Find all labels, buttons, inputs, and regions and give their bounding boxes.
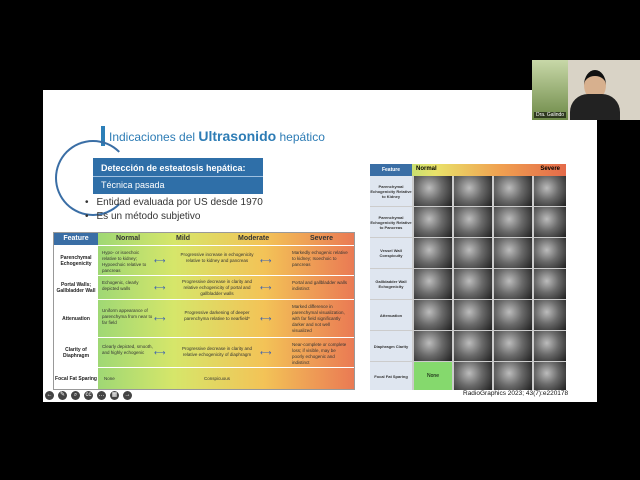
ultrasound-image <box>454 238 492 268</box>
grid-row-label: Diaphragm Clarity <box>370 331 412 361</box>
row-middle: Progressive decrease in clarity and relative echogenicity of diaphragm <box>181 346 253 357</box>
row-normal: Uniform appearance of parenchyma from near to far field <box>102 308 153 325</box>
presenter-name: Dra. Galindo <box>536 112 565 118</box>
ultrasound-image <box>534 176 566 206</box>
double-arrow-icon: ⟷ <box>154 256 166 265</box>
row-severe: Marked difference in parenchymal visualization, with far field significantly darker and not well visualized <box>292 304 345 333</box>
header-feature: Feature <box>54 233 98 245</box>
double-arrow-icon: ⟷ <box>154 314 166 323</box>
presenter-avatar <box>570 68 620 120</box>
table-row <box>54 299 354 338</box>
ultrasound-image <box>454 300 492 330</box>
grid-header-severe: Severe <box>540 166 560 172</box>
ultrasound-image <box>414 207 452 237</box>
header-moderate: Moderate <box>238 235 270 242</box>
slide-title <box>109 128 325 144</box>
ultrasound-image <box>494 269 532 299</box>
row-middle: Conspicuous <box>204 376 231 381</box>
presentation-slide <box>43 90 597 402</box>
more-icon[interactable]: … <box>98 392 105 398</box>
bullet-list <box>85 196 263 224</box>
double-arrow-icon: ⟷ <box>154 348 166 357</box>
row-feature: Clarity of Diaphragm <box>54 338 98 368</box>
box-divider <box>93 176 263 177</box>
row-middle: Progressive darkening of deeper parenchyma relative to nearfield* <box>184 310 250 321</box>
ultrasound-grid <box>370 164 566 390</box>
ultrasound-image <box>454 207 492 237</box>
zoom-icon[interactable]: ⌕ <box>71 391 80 400</box>
ultrasound-image <box>494 331 532 361</box>
grid-row-label: Gallbladder Wall Echogenicity <box>370 269 412 299</box>
row-severe: Portal and gallbladder walls indistinct <box>292 280 348 291</box>
presenter-video <box>532 60 640 120</box>
ultrasound-image <box>494 207 532 237</box>
background-plant <box>532 60 568 120</box>
grid-header-normal: Normal <box>416 166 437 172</box>
title-suffix: hepático <box>276 130 325 144</box>
double-arrow-icon: ⟷ <box>260 348 272 357</box>
ultrasound-image <box>414 176 452 206</box>
ultrasound-image <box>494 238 532 268</box>
grid-row-label: Attenuation <box>370 300 412 330</box>
ultrasound-image <box>414 238 452 268</box>
header-normal: Normal <box>116 235 141 242</box>
grid-header-feature: Feature <box>370 164 412 176</box>
highlight-box <box>93 158 263 194</box>
bullet-item: • Entidad evaluada por US desde 1970 <box>85 196 263 210</box>
ultrasound-image <box>534 207 566 237</box>
header-mild: Mild <box>176 235 190 242</box>
grid-row-label: Vessel Wall Conspicuity <box>370 238 412 268</box>
cc-icon[interactable]: cc <box>85 392 92 398</box>
citation: RadioGraphics 2023; 43(7):e220178 <box>463 390 569 397</box>
grid-header <box>370 164 566 176</box>
double-arrow-icon: ⟷ <box>260 256 272 265</box>
ultrasound-image <box>414 331 452 361</box>
grid-icon[interactable]: ▦ <box>111 392 118 398</box>
row-severe: Markedly echogenic relative to kidney; Isoechoic to pancreas <box>292 250 348 267</box>
ultrasound-image <box>534 362 566 390</box>
row-feature: Focal Fat Sparing <box>54 368 98 389</box>
row-normal: Echogenic, clearly depicted walls <box>102 280 139 291</box>
header-severe: Severe <box>310 235 333 242</box>
double-arrow-icon: ⟷ <box>154 283 166 292</box>
double-arrow-icon: ⟷ <box>260 283 272 292</box>
title-bold: Ultrasonido <box>198 128 277 144</box>
ultrasound-image <box>454 331 492 361</box>
table-row <box>54 367 354 389</box>
ultrasound-image <box>494 176 532 206</box>
grid-row-label: Focal Fat Sparing <box>370 362 412 390</box>
row-normal: Clearly depicted, smooth, and highly echogenic <box>102 344 153 355</box>
ultrasound-image <box>494 362 532 390</box>
steatosis-table <box>53 232 355 390</box>
grid-row-label: Parenchymal Echogenicity Relative to Kidney <box>370 176 412 206</box>
grid-row-label: Parenchymal Echogenicity Relative to Pancreas <box>370 207 412 237</box>
back-icon[interactable]: ← <box>46 392 53 398</box>
forward-icon[interactable]: → <box>124 392 131 398</box>
ultrasound-image <box>534 300 566 330</box>
ultrasound-image <box>494 300 532 330</box>
row-severe: Near-complete or complete loss; if visible, may be poorly echogenic and indistinct <box>292 342 347 365</box>
ultrasound-image <box>414 269 452 299</box>
ultrasound-image <box>454 269 492 299</box>
row-middle: Progressive decrease in clarity and relative echogenicity of portal and gallbladder walls <box>181 279 253 296</box>
ultrasound-image <box>534 331 566 361</box>
table-row <box>54 245 354 276</box>
row-normal: None <box>104 376 115 381</box>
title-prefix: Indicaciones del <box>109 130 199 144</box>
row-feature: Portal Walls; Gallbladder Wall <box>54 276 98 300</box>
box-heading: Detección de esteatosis hepática: <box>101 163 246 173</box>
pen-icon[interactable]: ✎ <box>59 392 66 398</box>
none-cell: None <box>414 362 452 390</box>
table-row <box>54 337 354 368</box>
table-row <box>54 275 354 300</box>
box-subheading: Técnica pasada <box>101 180 165 190</box>
ultrasound-image <box>454 176 492 206</box>
row-feature: Parenchymal Echogenicity <box>54 246 98 276</box>
row-normal: Hypo- or isoechoic relative to kidney; Hypoechoic relative to pancreas <box>102 250 147 273</box>
row-middle: Progressive increase in echogenicity relative to kidney and pancreas <box>180 252 254 263</box>
table-header <box>54 233 354 245</box>
presenter-body <box>570 94 620 120</box>
ultrasound-image <box>454 362 492 390</box>
double-arrow-icon: ⟷ <box>260 314 272 323</box>
ultrasound-image <box>534 238 566 268</box>
bullet-item: • Es un método subjetivo <box>85 210 263 224</box>
ultrasound-image <box>534 269 566 299</box>
row-feature: Attenuation <box>54 300 98 338</box>
slide-toolbar <box>45 391 132 401</box>
ultrasound-image <box>414 300 452 330</box>
